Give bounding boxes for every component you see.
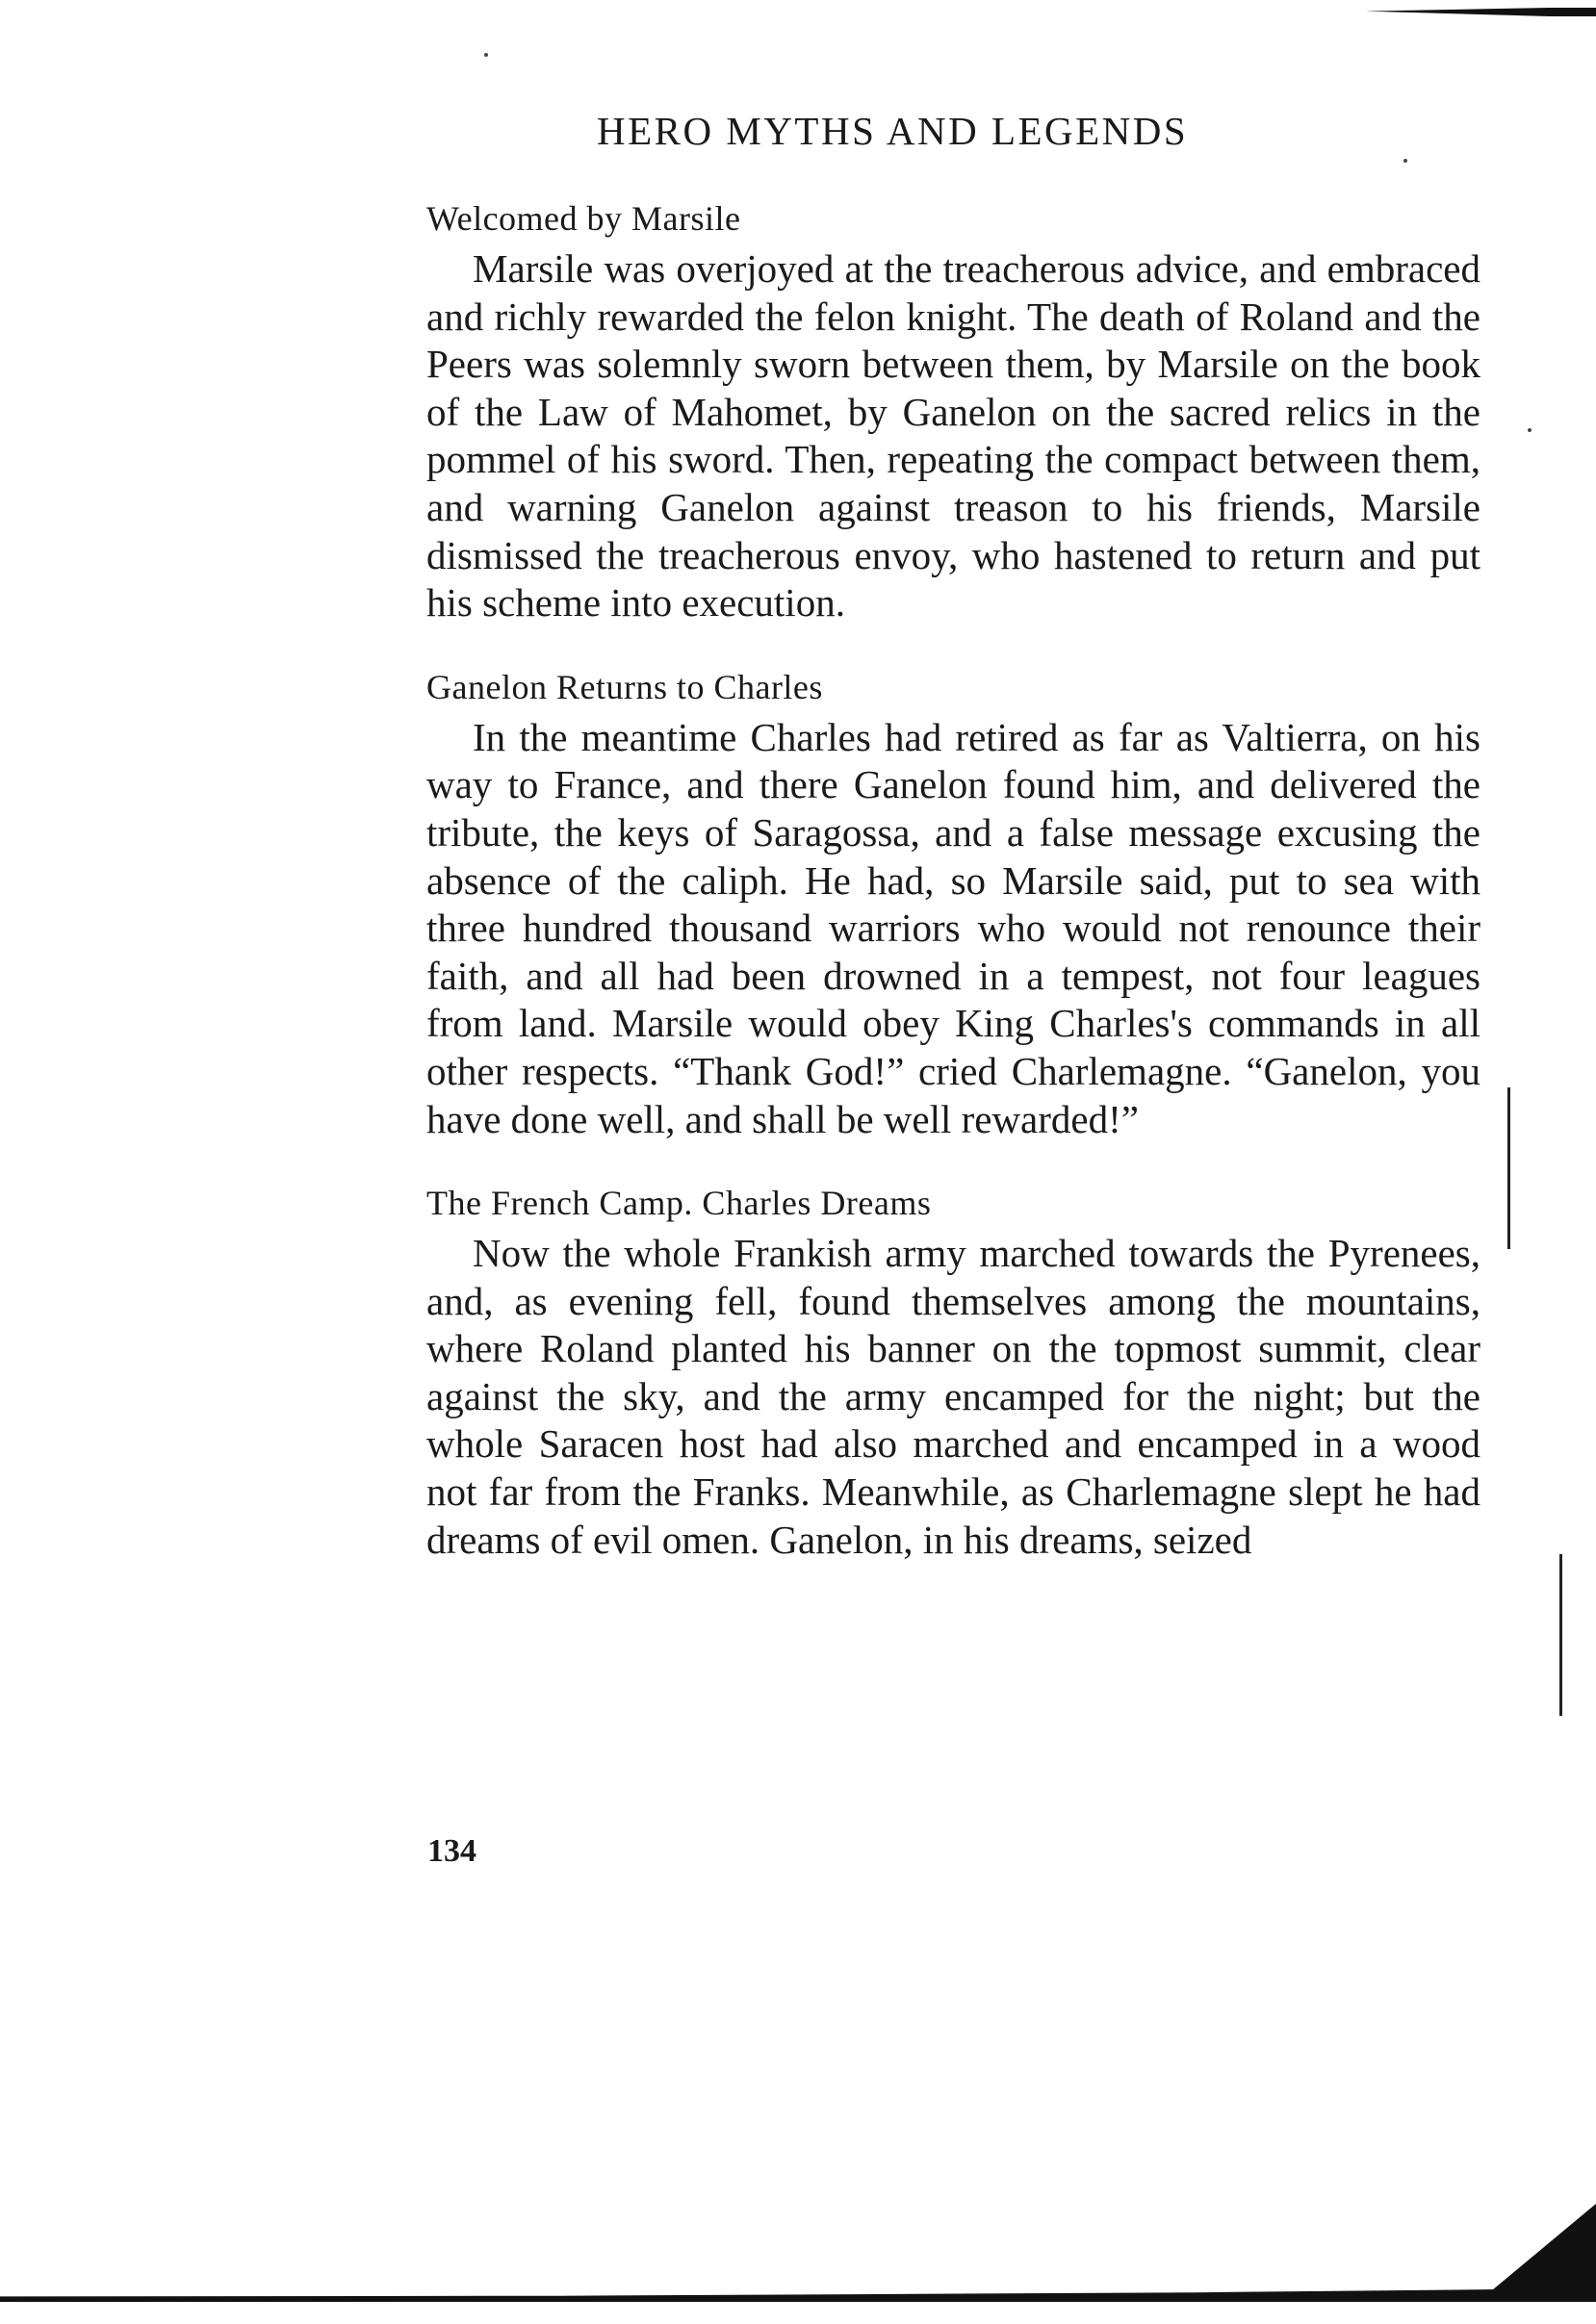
scan-edge-mark-corner: [1480, 2204, 1596, 2300]
body-text: [426, 197, 1480, 1564]
section-heading: Welcomed by Marsile: [426, 199, 741, 238]
scan-edge-mark-bottom: [0, 2288, 1596, 2302]
running-head: HERO MYTHS AND LEGENDS: [597, 109, 1189, 153]
section-paragraph: Marsile was overjoyed at the treacherous advice, and embraced and richly rewarded the felon knight. The death of Roland and the Peers was solemnly sworn between them, by Marsile on the book of the Law of Mahomet, by Ganelon on the sacred relics in the pommel of his sword. Then, repeating the compact between them, and warning Ganelon against treason to his friends, Marsile dismissed the treacherous envoy, who hastened to return and put his scheme into execution.: [426, 246, 1480, 626]
page-number: 134: [427, 1833, 476, 1869]
section-heading: The French Camp. Charles Dreams: [426, 1184, 932, 1223]
section-french-camp: [426, 1182, 1480, 1564]
section-paragraph: Now the whole Frankish army marched towards the Pyrenees, and, as evening fell, found themselves among the mountains, where Roland planted his banner on the topmost summit, clear against the sky, and the army encamped for the night; but the whole Saracen host had also marched and encamped in a wood not far from the Franks. Meanwhile, as Charlemagne slept he had dreams of evil omen. Ganelon, in his dreams, seized: [426, 1231, 1480, 1562]
section-welcomed-by-marsile: [426, 197, 1480, 627]
scan-speck: [1528, 428, 1532, 432]
margin-mark: [1507, 1087, 1510, 1249]
margin-mark: [1559, 1554, 1562, 1716]
section-paragraph: In the meantime Charles had retired as far as Valtierra, on his way to France, and there Ganelon found him, and delivered the tribute, the keys of Saragossa, and a false message excusing the absence of the caliph. He had, so Marsile said, put to sea with three hundred thousand warriors who would not renounce their faith, and all had been drowned in a tempest, not four leagues from land. Marsile would obey King Charles's commands in all other respects. “Thank God!” cried Charlemagne. “Ganelon, you have done well, and shall be well rewarded!”: [426, 714, 1480, 1141]
scan-speck: [1403, 159, 1407, 163]
section-ganelon-returns: [426, 666, 1480, 1143]
section-heading: Ganelon Returns to Charles: [426, 667, 823, 706]
scan-speck: [484, 53, 488, 57]
scan-edge-mark-top: [1365, 8, 1596, 16]
